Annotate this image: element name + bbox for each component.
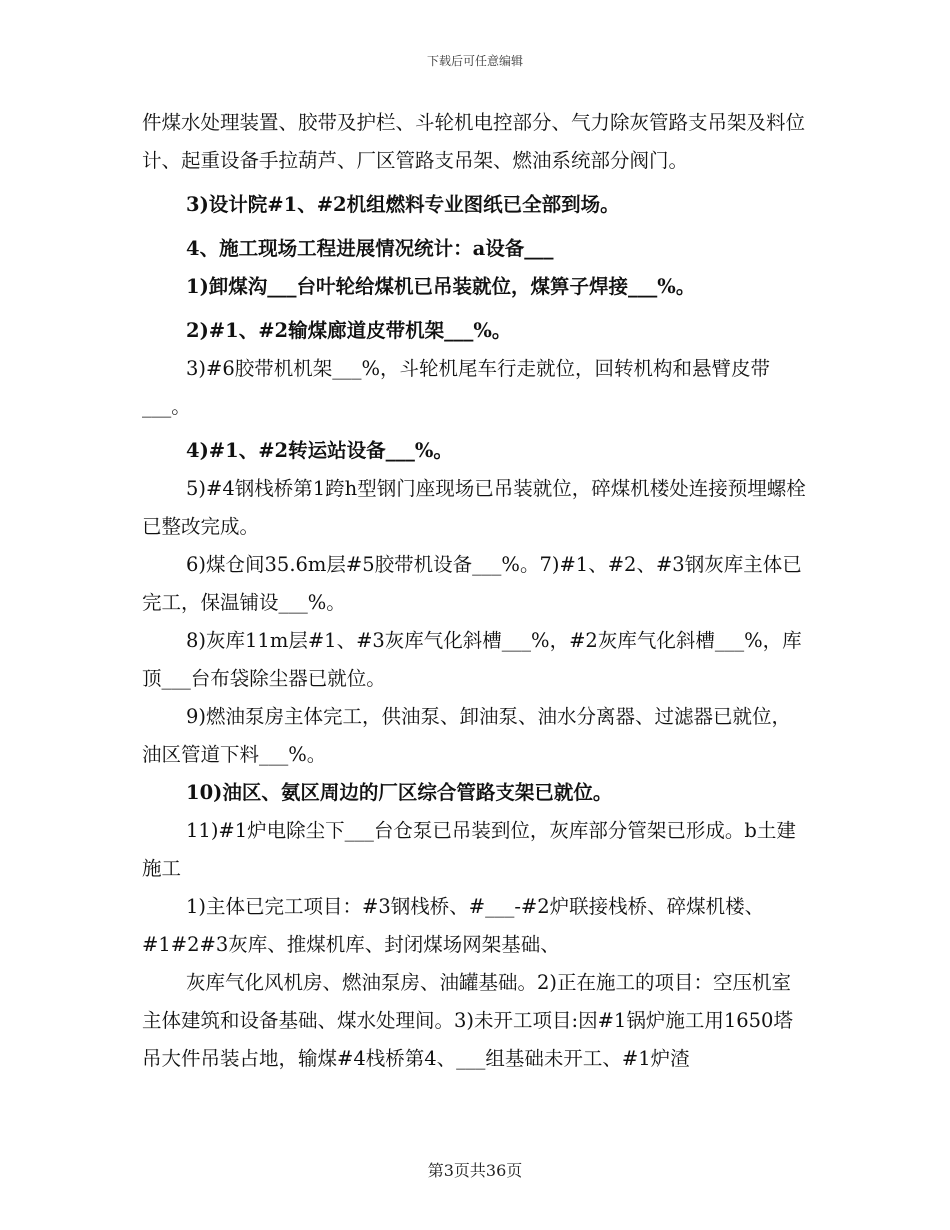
paragraph-14: 1)主体已完工项目：#3钢栈桥、#___-#2炉联接栈桥、碎煤机楼、#1#2#3灰库、推煤机库、封闭煤场网架基础、 (142, 895, 765, 956)
paragraph-7: 4)#1、#2转运站设备___%。 (186, 439, 453, 462)
document-body (142, 104, 810, 1078)
paragraph-10: 8)灰库11m层#1、#3灰库气化斜槽___%，#2灰库气化斜槽___%，库顶___台布袋除尘器已就位。 (142, 629, 802, 690)
paragraph-11: 9)燃油泵房主体完工，供油泵、卸油泵、油水分离器、过滤器已就位，油区管道下料___%。 (142, 705, 792, 766)
paragraph-15: 灰库气化风机房、燃油泵房、油罐基础。2)正在施工的项目：空压机室主体建筑和设备基础、煤水处理间。3)未开工项目:因#1锅炉施工用1650塔吊大件吊装占地，输煤#4栈桥第4、___组基础未开工、#1炉渣 (142, 971, 793, 1070)
paragraph-8: 5)#4钢栈桥第1跨h型钢门座现场已吊装就位，碎煤机楼处连接预埋螺栓已整改完成。 (142, 477, 806, 538)
page-footer: 第3页共36页 (427, 1161, 523, 1180)
paragraph-1: 件煤水处理装置、胶带及护栏、斗轮机电控部分、气力除灰管路支吊架及料位计、起重设备手拉葫芦、厂区管路支吊架、燃油系统部分阀门。 (142, 111, 806, 172)
page-header: 下载后可任意编辑 (426, 54, 523, 68)
paragraph-4: 1)卸煤沟___台叶轮给煤机已吊装就位，煤箅子焊接___%。 (186, 275, 696, 298)
paragraph-13: 11)#1炉电除尘下___台仓泵已吊装到位，灰库部分管架已形成。b土建施工 (142, 819, 796, 880)
paragraph-5: 2)#1、#2输煤廊道皮带机架___%。 (186, 319, 512, 342)
paragraph-12: 10)油区、氨区周边的厂区综合管路支架已就位。 (186, 781, 613, 804)
paragraph-2: 3)设计院#1、#2机组燃料专业图纸已全部到场。 (186, 193, 620, 216)
paragraph-3: 4、施工现场工程进展情况统计：a设备___ (186, 237, 554, 260)
paragraph-6: 3)#6胶带机机架___%，斗轮机尾车行走就位，回转机构和悬臂皮带___。 (142, 357, 771, 418)
paragraph-9: 6)煤仓间35.6m层#5胶带机设备___%。7)#1、#2、#3钢灰库主体已完工，保温铺设___%。 (142, 553, 802, 614)
